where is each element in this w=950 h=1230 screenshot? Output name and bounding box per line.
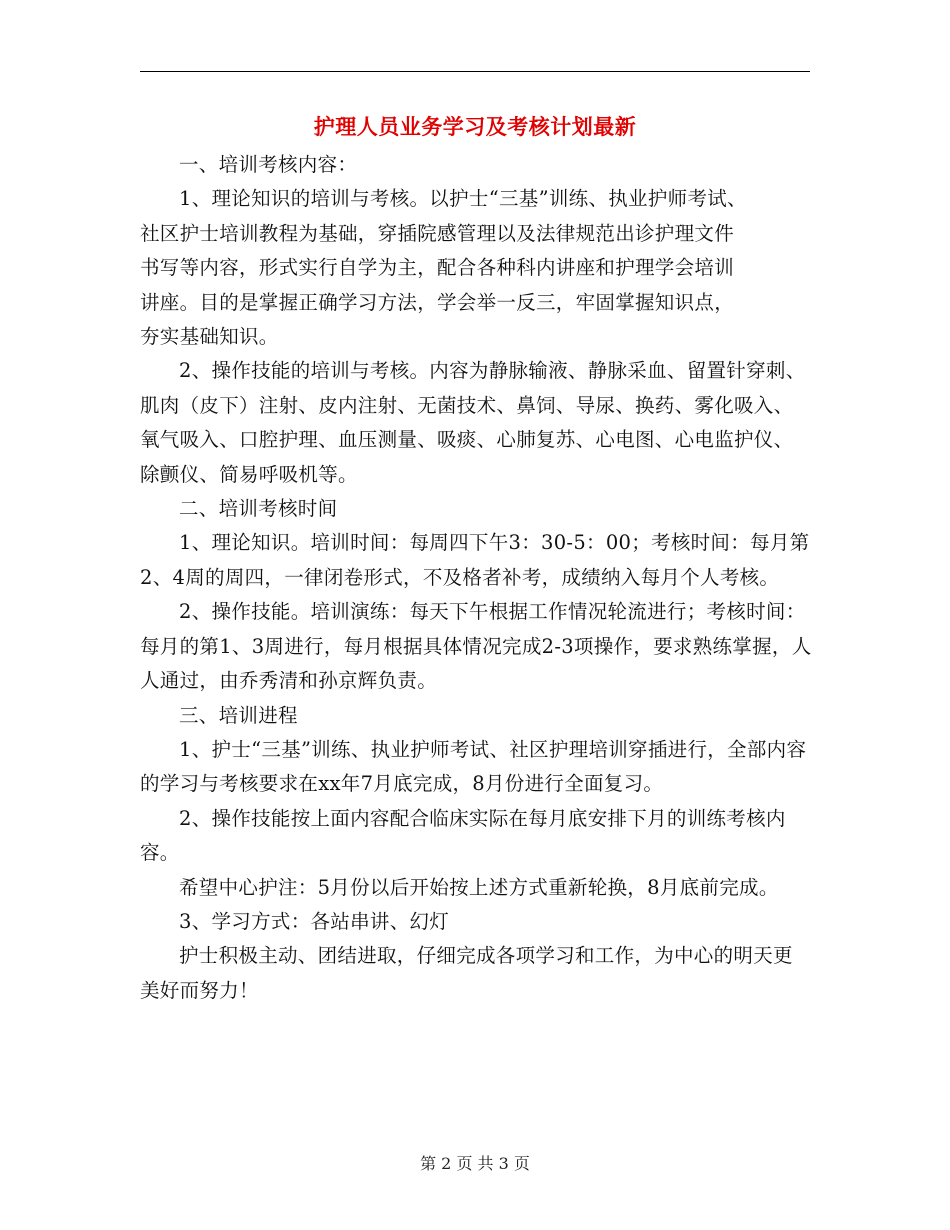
page-number: 第 2 页 共 3 页 bbox=[420, 1154, 530, 1173]
document-body bbox=[140, 148, 812, 1008]
paragraph-line: 1、理论知识的培训与考核。以护士“三基”训练、执业护师考试、 bbox=[179, 187, 747, 211]
paragraph-closing: 护士积极主动、团结进取，仔细完成各项学习和工作，为中心的明天更美好而努力！ bbox=[140, 944, 793, 1002]
paragraph-note: 希望中心护注：5月份以后开始按上述方式重新轮换，8月底前完成。 bbox=[179, 875, 779, 899]
section-heading-1: 一、培训考核内容： bbox=[179, 153, 358, 176]
paragraph-progress-1: 1、护士“三基”训练、执业护师考试、社区护理培训穿插进行，全部内容的学习与考核要求在xx年7月底完成，8月份进行全面复习。 bbox=[140, 737, 807, 796]
paragraph-theory-schedule: 1、理论知识。培训时间：每周四下午3：30-5：00；考核时间：每月第2、4周的周四，一律闭卷形式，不及格者补考，成绩纳入每月个人考核。 bbox=[140, 531, 810, 589]
paragraph-line: 社区护士培训教程为基础，穿插院感管理以及法律规范出诊护理文件 bbox=[140, 221, 735, 245]
paragraph-skills-schedule: 2、操作技能。培训演练：每天下午根据工作情况轮流进行；考核时间：每月的第1、3周进行，每月根据具体情况完成2-3项操作，要求熟练掌握，人人通过，由乔秀清和孙京辉负责。 bbox=[140, 600, 812, 693]
section-heading-2: 二、培训考核时间 bbox=[179, 497, 338, 521]
header-rule bbox=[140, 71, 810, 72]
section-heading-3: 三、培训进程 bbox=[179, 703, 298, 727]
paragraph-line: 书写等内容，形式实行自学为主，配合各种科内讲座和护理学会培训 bbox=[140, 256, 735, 280]
paragraph-line: 夯实基础知识。 bbox=[140, 325, 279, 349]
paragraph-skills-training: 2、操作技能的培训与考核。内容为静脉输液、静脉采血、留置针穿刺、肌肉（皮下）注射、皮内注射、无菌技术、鼻饲、导尿、换药、雾化吸入、氧气吸入、口腔护理、血压测量、吸痰、心肺复苏、心电图、心电监护仪、除颤仪、简易呼吸机等。 bbox=[140, 359, 806, 486]
paragraph-theory-training bbox=[140, 182, 812, 354]
paragraph-study-method: 3、学习方式：各站串讲、幻灯 bbox=[179, 909, 450, 933]
paragraph-progress-2: 2、操作技能按上面内容配合临床实际在每月底安排下月的训练考核内容。 bbox=[140, 806, 786, 865]
document-title: 护理人员业务学习及考核计划最新 bbox=[313, 115, 637, 139]
paragraph-line: 讲座。目的是掌握正确学习方法，学会举一反三，牢固掌握知识点， bbox=[140, 290, 735, 314]
